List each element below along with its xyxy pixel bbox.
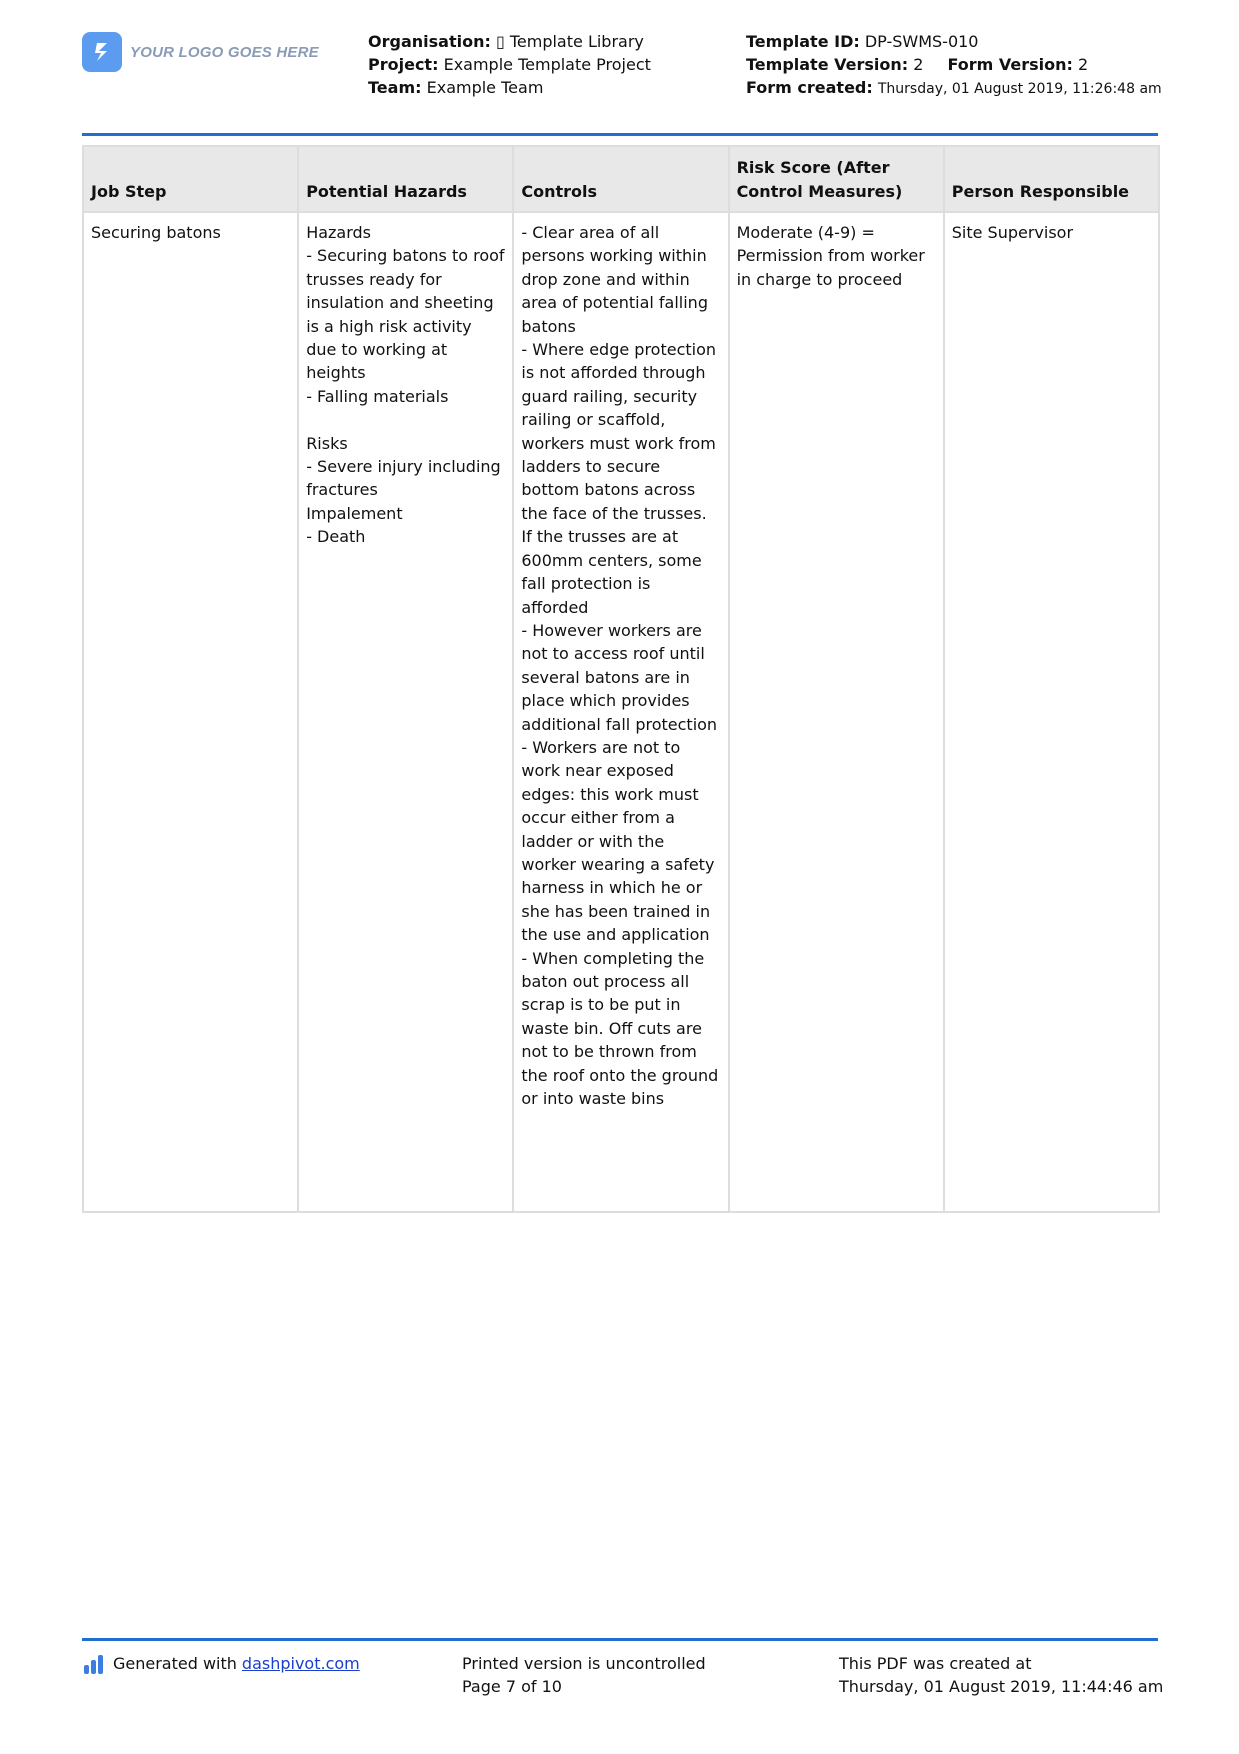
footer-print-info — [462, 1652, 762, 1698]
cell-person-responsible: Site Supervisor — [944, 212, 1159, 1212]
logo-text: YOUR LOGO GOES HERE — [130, 43, 319, 61]
generated-prefix: Generated with — [113, 1654, 237, 1673]
template-version-value: 2 — [913, 55, 924, 74]
swms-table — [82, 145, 1160, 1213]
form-version-label: Form Version: — [947, 55, 1073, 74]
header-template-info — [746, 30, 1166, 101]
pdf-created-label: This PDF was created at — [839, 1654, 1032, 1673]
cell-job-step: Securing batons — [83, 212, 298, 1212]
form-version-value: 2 — [1077, 55, 1089, 74]
form-created-label: Form created: — [746, 78, 873, 97]
header-project-info — [368, 30, 708, 99]
page-number: Page 7 of 10 — [462, 1677, 562, 1696]
form-created-value: Thursday, 01 August 2019, 11:26:48 am — [877, 81, 1162, 97]
column-header-person-responsible: Person Responsible — [944, 146, 1159, 212]
pdf-created-value: Thursday, 01 August 2019, 11:44:46 am — [839, 1677, 1164, 1696]
table-row — [83, 212, 1159, 1212]
cell-risk-score: Moderate (4-9) = Permission from worker in charge to proceed — [729, 212, 944, 1212]
version-line — [746, 53, 1166, 76]
company-logo — [82, 32, 319, 72]
cell-potential-hazards: Hazards - Securing batons to roof trusses ready for insulation and sheeting is a high risk activity due to working at heights - Falling materials Risks - Severe injury including fractures Impalement - Death — [298, 212, 513, 1212]
column-header-job-step: Job Step — [83, 146, 298, 212]
footer-generated — [84, 1652, 360, 1675]
table-header-row — [83, 146, 1159, 212]
template-id-value: DP-SWMS-010 — [864, 32, 979, 51]
form-created-line — [746, 76, 1166, 101]
team-line — [368, 76, 708, 99]
header-divider — [82, 133, 1158, 136]
organisation-value: ▯ Template Library — [495, 32, 644, 51]
dashpivot-icon — [84, 1654, 105, 1674]
team-label: Team: — [368, 78, 422, 97]
project-line — [368, 53, 708, 76]
footer-divider — [82, 1638, 1158, 1641]
template-version-label: Template Version: — [746, 55, 909, 74]
cell-controls: - Clear area of all persons working within drop zone and within area of potential falling batons - Where edge protection is not afforded through guard railing, security railing or scaffold, workers must work from ladders to secure bottom batons across the face of the trusses. If the trusses are at 600mm centers, some fall protection is afforded - However workers are not to access roof until several batons are in place which provides additional fall protection - Workers are not to work near exposed edges: this work must occur either from a ladder or with the worker wearing a safety harness in which he or she has been trained in the use and application - When completing the baton out process all scrap is to be put in waste bin. Off cuts are not to be thrown from the roof onto the ground or into waste bins — [513, 212, 728, 1212]
uncontrolled-notice: Printed version is uncontrolled — [462, 1654, 706, 1673]
template-id-label: Template ID: — [746, 32, 860, 51]
project-label: Project: — [368, 55, 439, 74]
column-header-potential-hazards: Potential Hazards — [298, 146, 513, 212]
logo-icon — [82, 32, 122, 72]
organisation-line — [368, 30, 708, 53]
template-id-line — [746, 30, 1166, 53]
column-header-risk-score: Risk Score (After Control Measures) — [729, 146, 944, 212]
organisation-label: Organisation: — [368, 32, 491, 51]
column-header-controls: Controls — [513, 146, 728, 212]
project-value: Example Template Project — [443, 55, 651, 74]
dashpivot-link[interactable]: dashpivot.com — [241, 1654, 360, 1673]
footer-pdf-created — [839, 1652, 1169, 1698]
team-value: Example Team — [426, 78, 544, 97]
